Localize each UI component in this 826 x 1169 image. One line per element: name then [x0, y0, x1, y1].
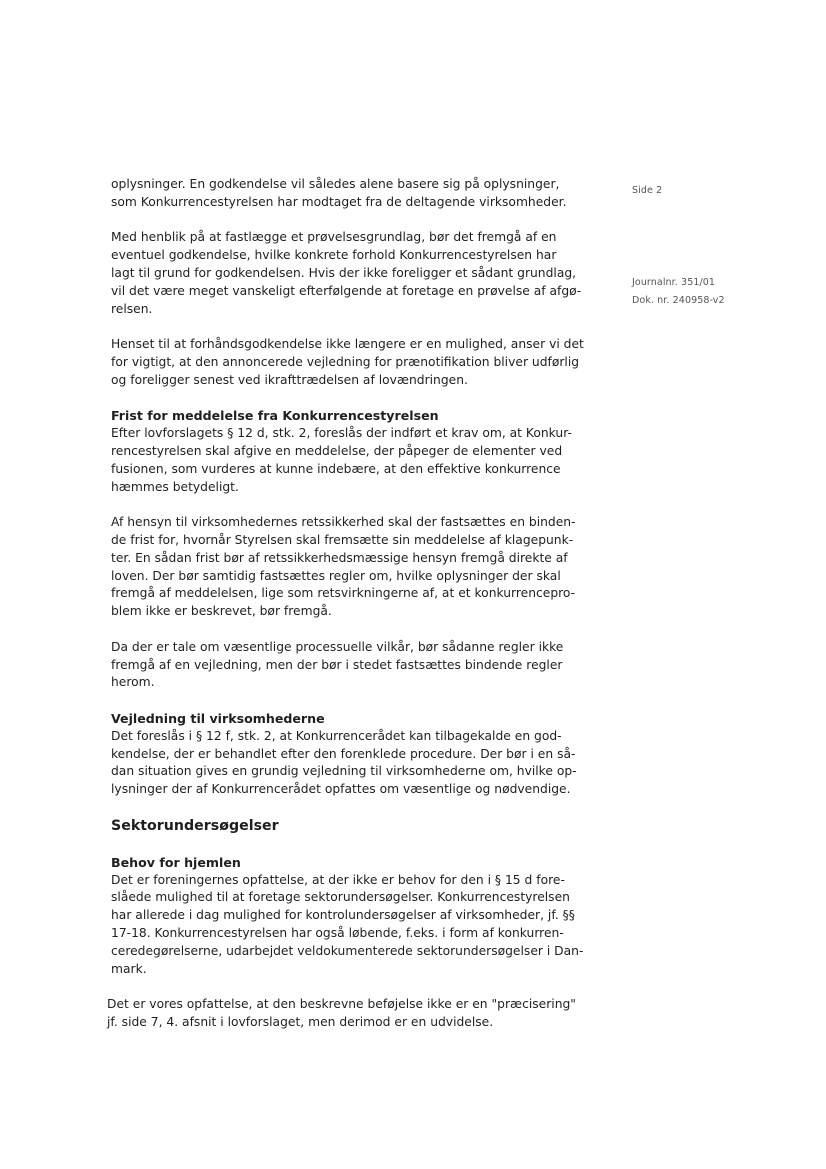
subheading: Vejledning til virksomhederne [111, 710, 325, 726]
text-line: oplysninger. En godkendelse vil således alene basere sig på oplysninger, [111, 177, 560, 191]
text-line: lysninger der af Konkurrencerådet opfattes om væsentlige og nødvendige. [111, 782, 571, 797]
text-line: relsen. [111, 301, 153, 316]
text-line: de frist for, hvornår Styrelsen skal fremsætte sin meddelelse af klagepunk- [111, 532, 574, 547]
text-line: fusionen, som vurderes at kunne indebære, at den effektive konkurrence [111, 461, 561, 476]
text-line: slåede mulighed til at foretage sektorundersøgelser. Konkurrencestyrelsen [111, 890, 570, 905]
text-line: hæmmes betydeligt. [111, 479, 239, 494]
text-line: som Konkurrencestyrelsen har modtaget fra de deltagende virksomheder. [111, 194, 567, 209]
paragraph [111, 176, 591, 212]
text-line: Det er vores opfattelse, at den beskrevne beføjelse ikke er en "præcisering" [107, 997, 576, 1012]
text-line: rencestyrelsen skal afgive en meddelelse, der påpeger de elementer ved [111, 443, 563, 458]
text-line: Af hensyn til virksomhedernes retssikkerhed skal der fastsættes en binden- [111, 515, 576, 530]
paragraph [111, 514, 591, 621]
section-heading: Sektorundersøgelser [111, 817, 279, 834]
text-line: kendelse, der er behandlet efter den forenklede procedure. Der bør i en så- [111, 746, 576, 761]
text-line: eventuel godkendelse, hvilke konkrete forhold Konkurrencestyrelsen har [111, 248, 557, 263]
page-number-label: Side 2 [632, 185, 663, 196]
paragraph [111, 229, 591, 318]
text-line: jf. side 7, 4. afsnit i lovforslaget, men derimod er en udvidelse. [107, 1015, 494, 1030]
text-line: Det er foreningernes opfattelse, at der ikke er behov for den i § 15 d fore- [111, 872, 565, 887]
text-line: Det foreslås i § 12 f, stk. 2, at Konkurrencerådet kan tilbagekalde en god- [111, 728, 562, 743]
text-line: fremgå af en vejledning, men der bør i stedet fastsættes bindende regler [111, 657, 563, 672]
subheading: Frist for meddelelse fra Konkurrencestyrelsen [111, 408, 439, 424]
text-line: herom. [111, 675, 155, 690]
text-line: mark. [111, 961, 147, 976]
text-line: Henset til at forhåndsgodkendelse ikke længere er en mulighed, anser vi det [111, 337, 584, 352]
text-line: loven. Der bør samtidig fastsættes regler om, hvilke oplysninger der skal [111, 568, 561, 583]
paragraph [111, 336, 591, 389]
text-line: lagt til grund for godkendelsen. Hvis der ikke foreligger et sådant grundlag, [111, 265, 577, 280]
paragraph [111, 639, 591, 692]
document-number: Dok. nr. 240958-v2 [632, 295, 725, 306]
journal-number: Journalnr. 351/01 [632, 277, 716, 288]
text-line: for vigtigt, at den annoncerede vejledning for prænotifikation bliver udførlig [111, 354, 580, 369]
text-line: har allerede i dag mulighed for kontrolundersøgelser af virksomheder, jf. §§ [111, 908, 575, 923]
text-line: fremgå af meddelelsen, lige som retsvirkningerne af, at et konkurrencepro- [111, 586, 576, 601]
text-line: vil det være meget vanskeligt efterfølgende at foretage en prøvelse af afgø- [111, 283, 582, 298]
text-line: Da der er tale om væsentlige processuelle vilkår, bør sådanne regler ikke [111, 639, 564, 654]
text-line: dan situation gives en grundig vejledning til virksomhederne om, hvilke op- [111, 764, 577, 779]
paragraph [111, 710, 591, 799]
text-line: Med henblik på at fastlægge et prøvelsesgrundlag, bør det fremgå af en [111, 230, 557, 245]
text-line: ter. En sådan frist bør af retssikkerhedsmæssige hensyn fremgå direkte af [111, 550, 568, 565]
paragraph [111, 407, 591, 496]
document-body [107, 176, 591, 1032]
paragraph [107, 996, 591, 1032]
text-line: ceredegørelserne, udarbejdet veldokumenterede sektorundersøgelser i Dan- [111, 943, 584, 958]
subheading: Behov for hjemlen [111, 854, 241, 870]
text-line: og foreligger senest ved ikrafttrædelsen af lovændringen. [111, 372, 468, 387]
text-line: 17-18. Konkurrencestyrelsen har også løbende, f.eks. i form af konkurren- [111, 926, 564, 941]
text-line: Efter lovforslagets § 12 d, stk. 2, foreslås der indført et krav om, at Konkur- [111, 426, 572, 441]
paragraph [111, 854, 591, 979]
text-line: blem ikke er beskrevet, bør fremgå. [111, 604, 332, 619]
